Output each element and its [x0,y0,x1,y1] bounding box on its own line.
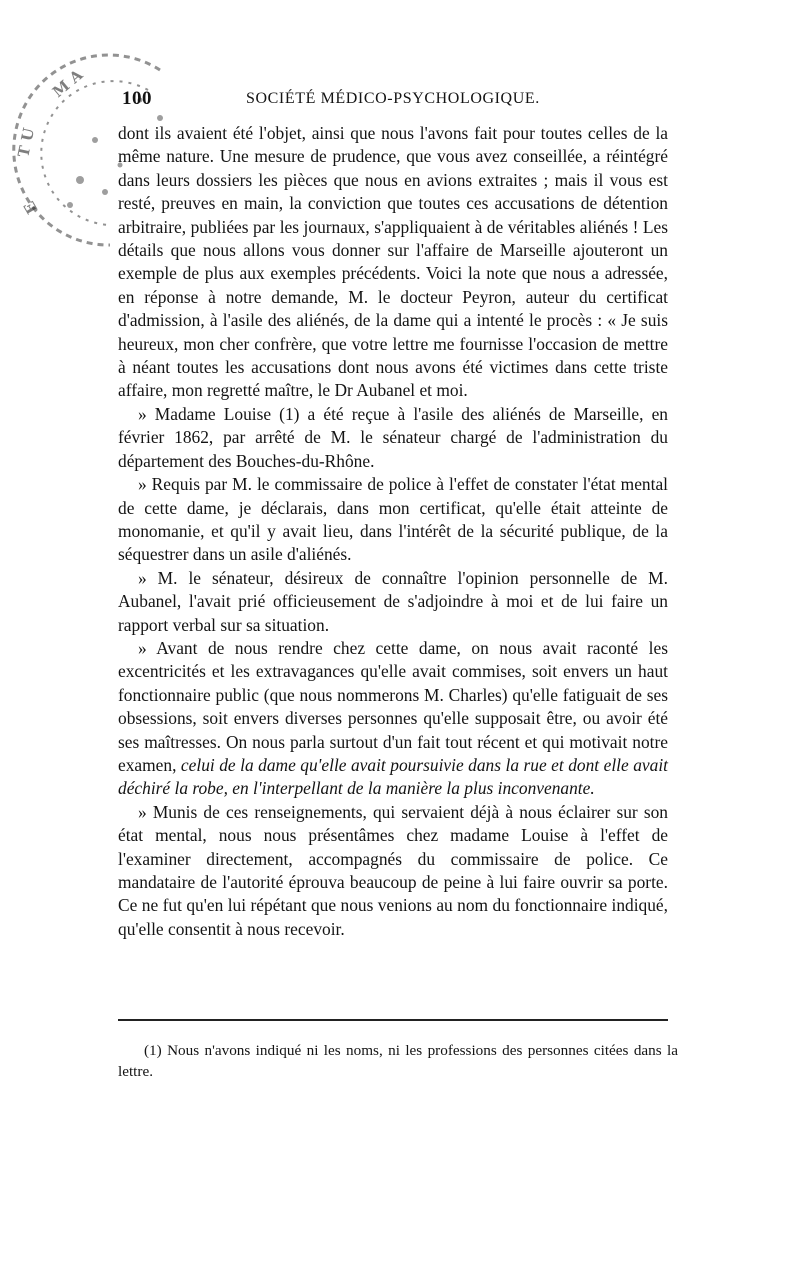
paragraph-text: » Avant de nous rendre chez cette dame, on nous avait raconté les excentricités et les extravagances qu'elle avait commises, soit envers un haut fonctionnaire public (que nous nommerons M. Charles) qu'elle fatiguait de ses obsessions, soit envers diverses personnes qu'elle supposait être, ou avoir été ses maîtresses. On nous parla surtout d'un fait tout récent et qui motivait notre examen, [118,637,668,775]
svg-text:M A: M A [49,65,87,102]
paragraph [118,637,668,801]
svg-text:T U: T U [14,126,39,159]
italic-passage: celui de la dame qu'elle avait poursuivie dans la rue et dont elle avait déchiré la robe, en l'interpellant de la manière la plus inconvenante. [118,754,668,799]
paragraph: » M. le sénateur, désireux de connaître l'opinion personnelle de M. Aubanel, l'avait prié officieusement de s'adjoindre à moi et de lui faire un rapport verbal sur sa situation. [118,567,668,635]
page-number: 100 [122,88,152,109]
paragraph: » Munis de ces renseignements, qui servaient déjà à nous éclairer sur son état mental, nous nous présentâmes chez madame Louise à l'effet de l'examiner directement, accompagnés du commissaire de police. Ce mandataire de l'autorité éprouva beaucoup de peine à lui faire ouvrir sa porte. Ce ne fut qu'en lui répétant que nous venions au nom du fonctionnaire indiqué, qu'elle consentit à nous recevoir. [118,801,668,939]
footnote-text: (1) Nous n'avons indiqué ni les noms, ni les professions des personnes citées dans la lettre. [118,1042,678,1080]
body-text [118,122,668,941]
running-header [122,88,682,114]
paragraph: » Madame Louise (1) a été reçue à l'asile des aliénés de Marseille, en février 1862, par arrêté de M. le sénateur chargé de l'administration du département des Bouches-du-Rhône. [118,403,668,471]
running-title: SOCIÉTÉ MÉDICO-PSYCHOLOGIQUE. [246,90,540,107]
footnote [118,1040,678,1082]
paragraph: dont ils avaient été l'objet, ainsi que nous l'avons fait pour toutes celles de la même nature. Une mesure de prudence, que vous avez conseillée, a réintégré dans leurs dossiers les pièces que nous en avions extraites ; mais il vous est resté, preuves en main, la conviction que toutes ces accusations de détention arbitraire, publiées par les journaux, s'appliquaient à de véritables aliénés ! Les détails que nous allons vous donner sur l'affaire de Marseille ajouteront un exemple de plus aux exemples précédents. Voici la note que nous a adressée, en réponse à notre demande, M. le docteur Peyron, auteur du certificat d'admission, à l'asile des aliénés, de la dame qui a intenté le procès : « Je suis heureux, mon cher confrère, que votre lettre me fournisse l'occasion de mettre à néant toutes les accusations dont nous avons été victimes dans cette triste affaire, mon regretté maître, le Dr Aubanel et moi. [118,123,668,401]
svg-text:E: E [20,198,42,217]
footnote-rule [118,1019,668,1021]
paragraph: » Requis par M. le commissaire de police à l'effet de constater l'état mental de cette dame, je déclarais, dans mon certificat, qu'elle était atteinte de monomanie, et qu'il y avait lieu, dans l'intérêt de la sécurité publique, de la séquestrer dans un asile d'aliénés. [118,474,668,565]
